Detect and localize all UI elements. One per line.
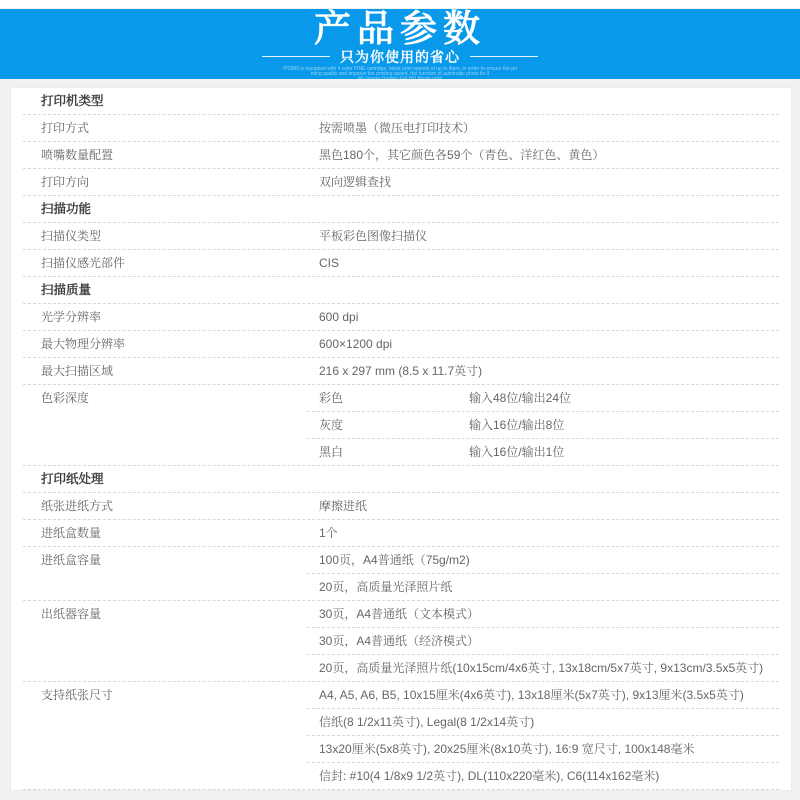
- top-white-strip: [0, 0, 800, 8]
- spec-value: A4, A5, A6, B5, 10x15厘米(4x6英寸), 13x18厘米(5x7英寸), 9x13厘米(3.5x5英寸): [319, 688, 744, 702]
- spec-row: [23, 682, 779, 790]
- spec-value: 216 x 297 mm (8.5 x 11.7英寸): [319, 364, 483, 378]
- spec-row: [23, 547, 779, 601]
- spec-table-card: [10, 87, 792, 791]
- spec-value: 20页，高质量光泽照片纸: [307, 573, 779, 600]
- fine-print-line: My Image Garden Full HD Movie print: [358, 76, 442, 82]
- spec-value-column: [307, 682, 779, 789]
- spec-value: 平板彩色图像扫描仪: [319, 229, 428, 243]
- spec-value-column: [307, 547, 779, 600]
- spec-value: 双向逻辑查找: [319, 175, 392, 189]
- subtitle-left-rule: [262, 56, 330, 57]
- spec-row: [23, 331, 779, 358]
- banner-subtitle-row: [0, 49, 800, 64]
- spec-label: 扫描仪类型: [41, 229, 102, 243]
- spec-value: CIS: [319, 256, 340, 270]
- spec-row: [23, 169, 779, 196]
- spec-row: [23, 250, 779, 277]
- spec-label: 喷嘴数量配置: [41, 148, 114, 162]
- fine-print-line: IP2880 is equipped with 4 color FINE cartridge, black print speeds of up to 8ipm, in order to ensure the pri: [283, 66, 517, 72]
- spec-label: 光学分辨率: [41, 310, 102, 324]
- spec-label: 纸张进纸方式: [41, 499, 114, 513]
- spec-subrow-value: 输入16位/输出8位: [469, 418, 565, 432]
- spec-label: 最大物理分辨率: [41, 337, 126, 351]
- banner-fine-print: [0, 67, 800, 82]
- section-heading: 扫描质量: [23, 277, 779, 304]
- section-heading: 打印纸处理: [23, 466, 779, 493]
- spec-label: 扫描仪感光部件: [41, 256, 126, 270]
- spec-value-column: [307, 358, 779, 384]
- section-heading: 打印机类型: [23, 88, 779, 115]
- spec-row: [23, 142, 779, 169]
- spec-row: [23, 223, 779, 250]
- spec-subrow-value: 输入48位/输出24位: [469, 391, 572, 405]
- spec-value: 摩擦进纸: [319, 499, 368, 513]
- spec-label: 色彩深度: [41, 391, 90, 405]
- spec-value: 600×1200 dpi: [319, 337, 393, 351]
- spec-value: 1个: [319, 526, 338, 540]
- spec-value-column: [307, 250, 779, 276]
- spec-label: 支持纸张尺寸: [41, 688, 114, 702]
- spec-row: [23, 520, 779, 547]
- spec-row: [23, 601, 779, 682]
- spec-value-column: [307, 115, 779, 141]
- subtitle-right-rule: [470, 56, 538, 57]
- spec-value-column: [307, 304, 779, 330]
- spec-label: 进纸盒数量: [41, 526, 102, 540]
- spec-value: 20页，高质量光泽照片纸(10x15cm/4x6英寸, 13x18cm/5x7英寸, 9x13cm/3.5x5英寸): [307, 654, 779, 681]
- spec-subrow-name: 黑白: [319, 445, 344, 459]
- spec-label: 打印方向: [41, 175, 90, 189]
- spec-row: [23, 115, 779, 142]
- fine-print-line: nting quality and improve the printing speed, the function of automatic photo fix II: [310, 71, 490, 77]
- spec-value-column: [307, 331, 779, 357]
- spec-value-column: [307, 385, 779, 465]
- spec-value: 信封: #10(4 1/8x9 1/2英寸), DL(110x220毫米), C6(114x162毫米): [307, 762, 779, 789]
- spec-value-column: [307, 601, 779, 681]
- spec-value: 600 dpi: [319, 310, 359, 324]
- spec-label: 打印方式: [41, 121, 90, 135]
- spec-value-column: [307, 493, 779, 519]
- spec-label: 出纸器容量: [41, 607, 102, 621]
- spec-value: 信纸(8 1/2x11英寸), Legal(8 1/2x14英寸): [307, 708, 779, 735]
- section-heading: 扫描功能: [23, 196, 779, 223]
- spec-value: 按需喷墨（微压电打印技术）: [319, 121, 476, 135]
- spec-value-column: [307, 520, 779, 546]
- spec-subrow-value: 输入16位/输出1位: [469, 445, 565, 459]
- spec-subrow: [307, 385, 779, 411]
- banner-subtitle: 只为你使用的省心: [340, 48, 460, 65]
- spec-row: [23, 493, 779, 520]
- spec-row: [23, 385, 779, 466]
- spec-subrow-name: 灰度: [319, 418, 344, 432]
- spec-row: [23, 304, 779, 331]
- spec-row: [23, 358, 779, 385]
- banner-title: 产品参数: [314, 8, 486, 49]
- spec-subrow: [307, 438, 779, 465]
- spec-value-column: [307, 223, 779, 249]
- spec-value: 100页，A4普通纸（75g/m2): [319, 553, 470, 567]
- spec-label: 进纸盒容量: [41, 553, 102, 567]
- spec-value: 13x20厘米(5x8英寸), 20x25厘米(8x10英寸), 16:9 宽尺寸, 100x148毫米: [307, 735, 779, 762]
- product-params-banner: [0, 8, 800, 82]
- spec-value: 黑色180个，其它颜色各59个（青色、洋红色、黄色）: [319, 148, 605, 162]
- spec-subrow-name: 彩色: [319, 391, 344, 405]
- spec-label: 最大扫描区域: [41, 364, 114, 378]
- spec-value-column: [307, 169, 779, 195]
- spec-value: 30页，A4普通纸（文本模式）: [319, 607, 480, 621]
- spec-value: 30页，A4普通纸（经济模式）: [307, 627, 779, 654]
- spec-value-column: [307, 142, 779, 168]
- spec-subrow: [307, 411, 779, 438]
